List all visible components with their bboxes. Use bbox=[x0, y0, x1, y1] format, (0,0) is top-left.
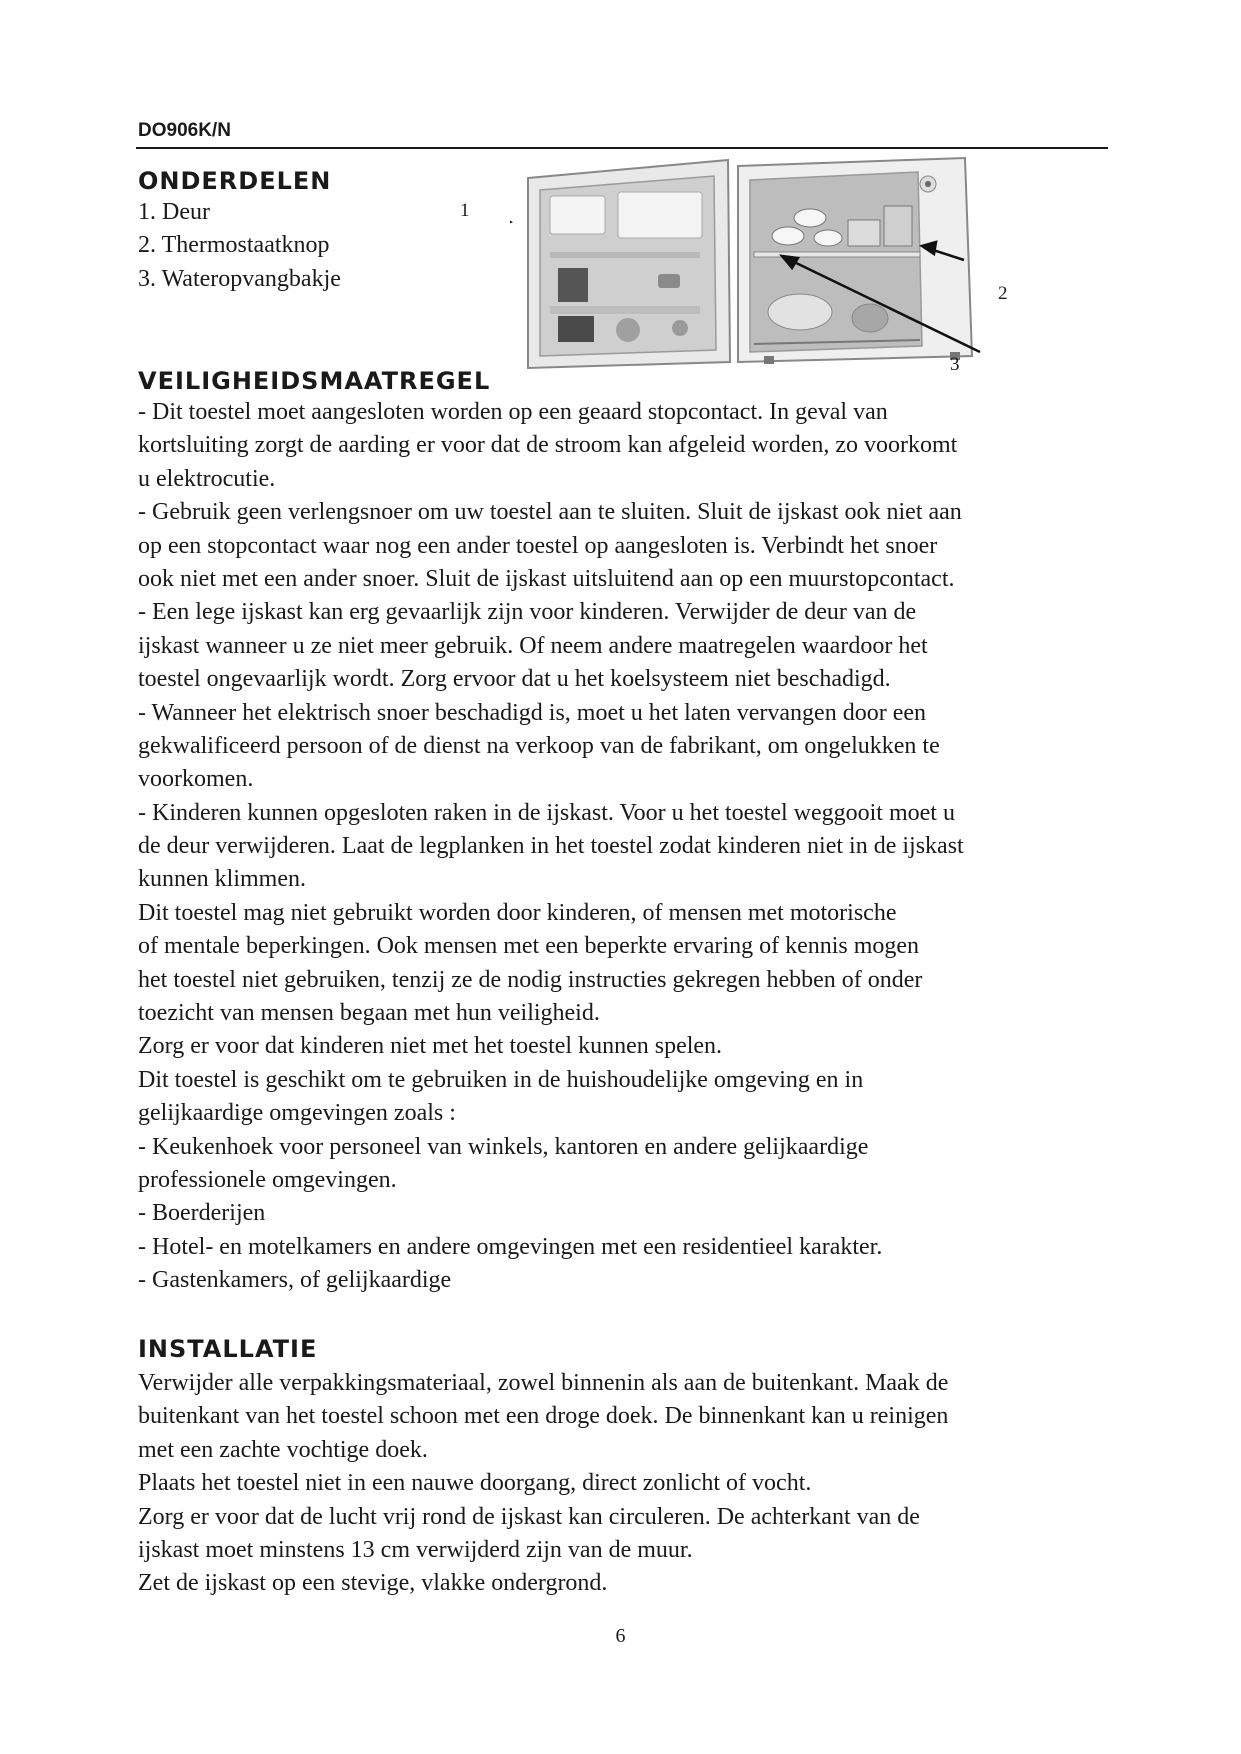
safety-text bbox=[138, 396, 964, 1298]
parts-list bbox=[138, 196, 341, 296]
page-number: 6 bbox=[615, 1625, 626, 1647]
safety-line: gekwalificeerd persoon of de dienst na verkoop van de fabrikant, om ongelukken te bbox=[138, 732, 940, 759]
model-number: DO906K/N bbox=[138, 120, 231, 141]
installation-line: Zet de ijskast op een stevige, vlakke ondergrond. bbox=[138, 1570, 608, 1597]
safety-line: u elektrocutie. bbox=[138, 465, 276, 492]
safety-line: of mentale beperkingen. Ook mensen met een beperkte ervaring of kennis mogen bbox=[138, 933, 920, 960]
safety-line: - Gastenkamers, of gelijkaardige bbox=[138, 1267, 452, 1294]
parts-item: 2. Thermostaatknop bbox=[138, 232, 330, 259]
parts-item: 3. Wateropvangbakje bbox=[138, 265, 341, 292]
safety-line: - Boerderijen bbox=[138, 1200, 266, 1227]
safety-line: - Kinderen kunnen opgesloten raken in de ijskast. Voor u het toestel weggooit moet u bbox=[138, 799, 955, 826]
safety-line: ook niet met een ander snoer. Sluit de ijskast uitsluitend aan op een muurstopcontact. bbox=[138, 565, 955, 592]
safety-line: - Gebruik geen verlengsnoer om uw toestel aan te sluiten. Sluit de ijskast ook niet aan bbox=[138, 499, 962, 526]
fridge-door bbox=[528, 160, 730, 368]
installation-heading: INSTALLATIE bbox=[138, 1335, 318, 1363]
callout-label: 2 bbox=[998, 283, 1008, 304]
installation-line: Verwijder alle verpakkingsmateriaal, zowel binnenin als aan de buitenkant. Maak de bbox=[138, 1370, 949, 1396]
safety-line: - Dit toestel moet aangesloten worden op een geaard stopcontact. In geval van bbox=[138, 399, 888, 425]
installation-line: ijskast moet minstens 13 cm verwijderd zijn van de muur. bbox=[138, 1536, 693, 1563]
safety-line: voorkomen. bbox=[138, 766, 254, 793]
installation-line: Plaats het toestel niet in een nauwe doorgang, direct zonlicht of vocht. bbox=[138, 1470, 812, 1497]
safety-line: - Hotel- en motelkamers en andere omgevingen met een residentieel karakter. bbox=[138, 1233, 883, 1260]
safety-line: - Keukenhoek voor personeel van winkels, kantoren en andere gelijkaardige bbox=[138, 1133, 869, 1160]
safety-line: toestel ongevaarlijk wordt. Zorg ervoor dat u het koelsysteem niet beschadigd. bbox=[138, 666, 891, 693]
safety-line: Dit toestel mag niet gebruikt worden door kinderen, of mensen met motorische bbox=[138, 899, 897, 926]
safety-line: het toestel niet gebruiken, tenzij ze de nodig instructies gekregen hebben of onder bbox=[138, 966, 923, 993]
installation-text bbox=[138, 1367, 948, 1601]
safety-line: Dit toestel is geschikt om te gebruiken in de huishoudelijke omgeving en in bbox=[138, 1066, 864, 1093]
installation-line: Zorg er voor dat de lucht vrij rond de ijskast kan circuleren. De achterkant van de bbox=[138, 1503, 920, 1530]
installation-line: buitenkant van het toestel schoon met een droge doek. De binnenkant kan u reinigen bbox=[138, 1403, 949, 1430]
parts-item: 1. Deur bbox=[138, 199, 210, 225]
fridge-illustration bbox=[510, 156, 1010, 378]
safety-line: Zorg er voor dat kinderen niet met het toestel kunnen spelen. bbox=[138, 1033, 723, 1060]
safety-line: - Een lege ijskast kan erg gevaarlijk zijn voor kinderen. Verwijder de deur van de bbox=[138, 599, 917, 626]
safety-line: op een stopcontact waar nog een ander toestel op aangesloten is. Verbindt het snoer bbox=[138, 532, 938, 559]
callout-label: 3 bbox=[950, 354, 960, 375]
parts-heading: ONDERDELEN bbox=[138, 167, 332, 195]
header-divider bbox=[136, 147, 1108, 149]
safety-line: professionele omgevingen. bbox=[138, 1166, 397, 1193]
safety-line: kunnen klimmen. bbox=[138, 866, 306, 893]
fridge-cabinet bbox=[738, 158, 972, 364]
safety-line: gelijkaardige omgevingen zoals : bbox=[138, 1100, 456, 1127]
safety-line: toezicht van mensen begaan met hun veiligheid. bbox=[138, 1000, 600, 1027]
installation-line: met een zachte vochtige doek. bbox=[138, 1436, 428, 1463]
safety-heading: VEILIGHEIDSMAATREGEL bbox=[138, 367, 491, 395]
callout-label: 1 bbox=[460, 200, 470, 221]
safety-line: kortsluiting zorgt de aarding er voor dat de stroom kan afgeleid worden, zo voorkomt bbox=[138, 432, 958, 459]
safety-line: ijskast wanneer u ze niet meer gebruik. Of neem andere maatregelen waardoor het bbox=[138, 632, 928, 659]
safety-line: - Wanneer het elektrisch snoer beschadigd is, moet u het laten vervangen door een bbox=[138, 699, 927, 726]
safety-line: de deur verwijderen. Laat de legplanken in het toestel zodat kinderen niet in de ijskast bbox=[138, 833, 964, 860]
